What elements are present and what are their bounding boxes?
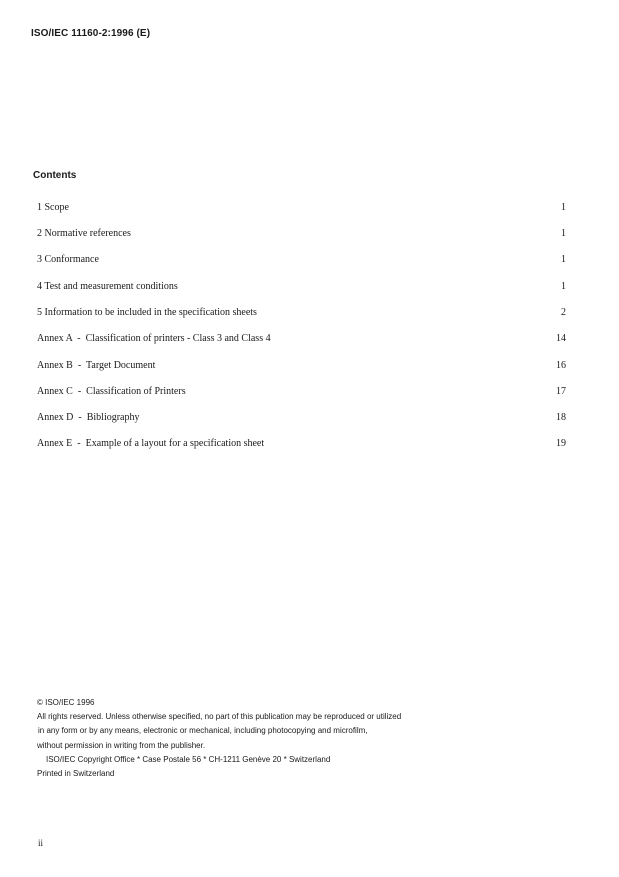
- toc-entry-title: 3 Conformance: [37, 254, 99, 265]
- toc-entry-normative-references: [37, 228, 566, 242]
- toc-entry-annex-a: [37, 333, 566, 347]
- toc-entry-page: 1: [561, 254, 566, 265]
- rights-line-2: in any form or by any means, electronic or mechanical, including photocopying and microfilm,: [38, 726, 368, 736]
- toc-entry-title: Annex D - Bibliography: [37, 412, 140, 423]
- toc-entry-page: 1: [561, 281, 566, 292]
- copyright-office-address: ISO/IEC Copyright Office * Case Postale 56 * CH-1211 Genève 20 * Switzerland: [46, 754, 331, 764]
- toc-entry-scope: [37, 202, 566, 216]
- toc-entry-title: 2 Normative references: [37, 228, 131, 239]
- page-number: ii: [38, 838, 44, 848]
- toc-entry-page: 2: [561, 307, 566, 318]
- contents-heading: Contents: [33, 170, 77, 181]
- toc-entry-title: Annex A - Classification of printers - Class 3 and Class 4: [37, 333, 271, 344]
- toc-entry-title: Annex B - Target Document: [37, 360, 156, 371]
- toc-entry-title: 4 Test and measurement conditions: [37, 281, 178, 292]
- copyright-notice: [37, 696, 401, 781]
- document-header-id: ISO/IEC 11160-2:1996 (E): [31, 28, 151, 39]
- toc-entry-conformance: [37, 254, 566, 268]
- printed-in-line: Printed in Switzerland: [37, 769, 115, 779]
- toc-entry-page: 14: [556, 333, 566, 344]
- toc-entry-title: Annex C - Classification of Printers: [37, 386, 186, 397]
- toc-entry-page: 17: [556, 386, 566, 397]
- toc-entry-test-conditions: [37, 281, 566, 295]
- toc-entry-page: 1: [561, 202, 566, 213]
- toc-entry-page: 16: [556, 360, 566, 371]
- toc-entry-annex-b: [37, 360, 566, 374]
- toc-entry-specification-sheets: [37, 307, 566, 321]
- toc-entry-title: 1 Scope: [37, 202, 69, 213]
- toc-entry-title: Annex E - Example of a layout for a specification sheet: [37, 438, 265, 449]
- toc-entry-page: 18: [556, 412, 566, 423]
- toc-entry-title: 5 Information to be included in the specification sheets: [37, 307, 257, 318]
- copyright-line: © ISO/IEC 1996: [37, 698, 95, 707]
- toc-entry-page: 19: [556, 438, 566, 449]
- toc-entry-annex-c: [37, 386, 566, 400]
- toc-entry-annex-e: [37, 438, 566, 452]
- rights-line-3: without permission in writing from the publisher.: [37, 740, 206, 750]
- toc-entry-annex-d: [37, 412, 566, 426]
- toc-entry-page: 1: [561, 228, 566, 239]
- rights-line-1: All rights reserved. Unless otherwise specified, no part of this publication may be reproduced or utilized: [37, 712, 402, 722]
